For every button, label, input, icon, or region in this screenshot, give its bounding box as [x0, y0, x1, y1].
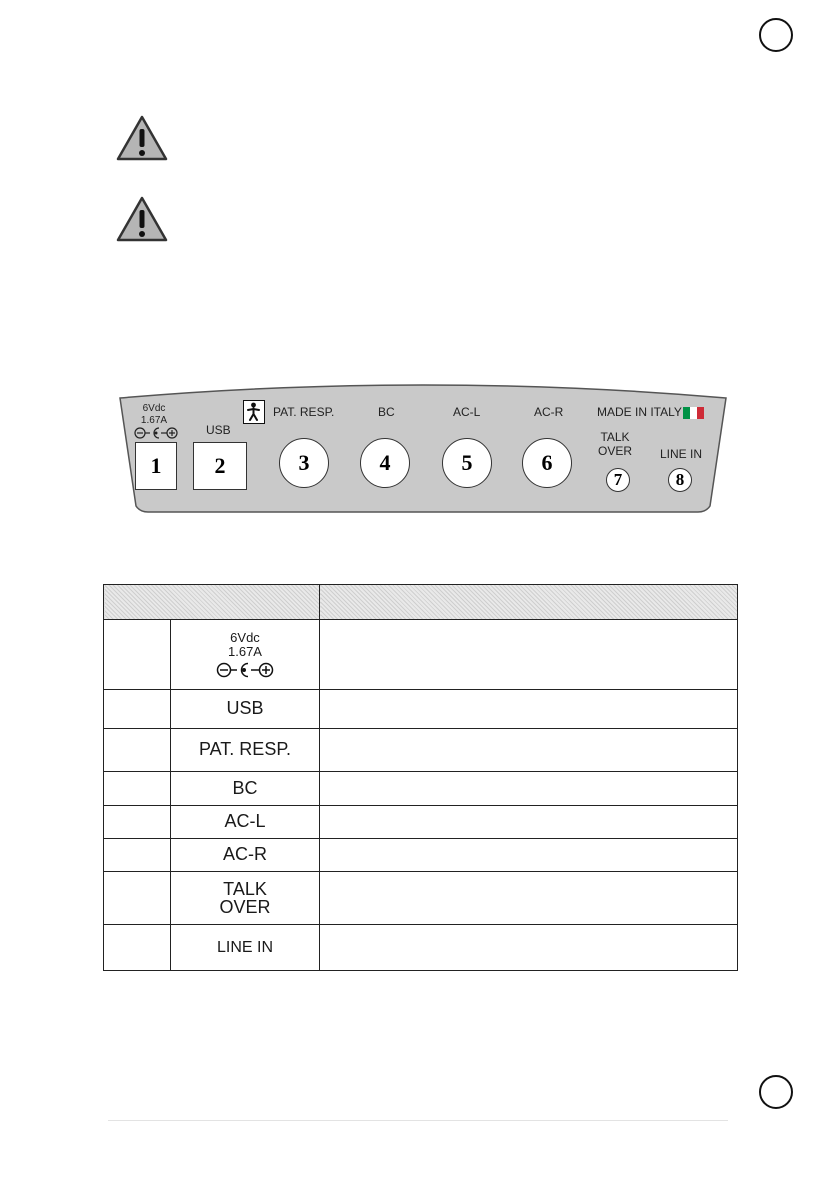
row-number — [104, 806, 171, 839]
table-header-left — [104, 585, 320, 620]
row-symbol — [171, 839, 320, 872]
table-row — [104, 806, 738, 839]
line-in-jack: 8 — [668, 468, 692, 492]
table-row — [104, 729, 738, 772]
talk-over-jack: 7 — [606, 468, 630, 492]
row-description — [320, 620, 738, 690]
row-number — [104, 620, 171, 690]
connector-table — [103, 584, 738, 971]
bc-label: BC — [378, 405, 395, 419]
acl-label: AC-L — [453, 405, 481, 419]
power-jack: 1 — [135, 442, 177, 490]
acr-jack: 6 — [522, 438, 572, 488]
table-row — [104, 690, 738, 729]
usb-label: USB — [206, 423, 231, 437]
line-in-label: LINE IN — [660, 447, 703, 461]
footer-rule — [108, 1120, 728, 1121]
acl-jack: 5 — [442, 438, 492, 488]
pat-resp-jack: 3 — [279, 438, 329, 488]
row-symbol — [171, 872, 320, 925]
dc-polarity-icon — [134, 426, 178, 440]
row-description — [320, 772, 738, 806]
line-in-symbol-text: LINE IN — [216, 938, 273, 956]
table-row — [104, 620, 738, 690]
bc-jack: 4 — [360, 438, 410, 488]
row-number — [104, 925, 171, 971]
binder-hole-bottom — [759, 1075, 793, 1109]
talk-symbol-text: TALK — [223, 879, 267, 899]
acr-label: AC-R — [534, 405, 564, 419]
row-description — [320, 690, 738, 729]
over-symbol-text: OVER — [219, 897, 271, 917]
row-number — [104, 772, 171, 806]
power-current-text: 1.67A — [228, 643, 262, 659]
row-number — [104, 839, 171, 872]
acl-symbol-text: AC-L — [224, 811, 266, 831]
row-number — [104, 872, 171, 925]
power-voltage-label: 6Vdc — [142, 403, 166, 414]
warning-triangle-icon — [115, 195, 169, 243]
dc-polarity-icon — [215, 661, 275, 679]
pat-resp-symbol-text: PAT. RESP. — [198, 739, 292, 759]
row-description — [320, 925, 738, 971]
usb-symbol-text: USB — [226, 698, 264, 718]
table-row — [104, 925, 738, 971]
row-symbol — [171, 690, 320, 729]
acr-symbol-text: AC-R — [223, 844, 267, 864]
table-row — [104, 872, 738, 925]
usb-jack: 2 — [193, 442, 247, 490]
made-in-label: MADE IN ITALY — [597, 405, 682, 419]
row-symbol — [171, 806, 320, 839]
talk-over-label-line2: OVER — [598, 444, 633, 458]
row-number — [104, 690, 171, 729]
row-description — [320, 729, 738, 772]
table-row — [104, 839, 738, 872]
warning-triangle-icon — [115, 114, 169, 162]
row-description — [320, 839, 738, 872]
row-symbol — [171, 925, 320, 971]
row-number — [104, 729, 171, 772]
power-current-label: 1.67A — [140, 415, 168, 426]
row-symbol — [171, 772, 320, 806]
table-row — [104, 772, 738, 806]
row-description — [320, 872, 738, 925]
table-header-right — [320, 585, 738, 620]
pat-resp-label: PAT. RESP. — [273, 405, 335, 419]
bc-symbol-text: BC — [232, 777, 258, 798]
applied-part-icon — [243, 400, 265, 424]
table-header-row — [104, 585, 738, 620]
talk-over-label-line1: TALK — [600, 430, 630, 444]
row-symbol — [171, 729, 320, 772]
row-symbol — [171, 620, 320, 690]
italy-flag-icon — [683, 407, 704, 419]
rear-panel-illustration — [118, 376, 728, 516]
row-description — [320, 806, 738, 839]
binder-hole-top — [759, 18, 793, 52]
power-voltage-text: 6Vdc — [230, 629, 260, 645]
